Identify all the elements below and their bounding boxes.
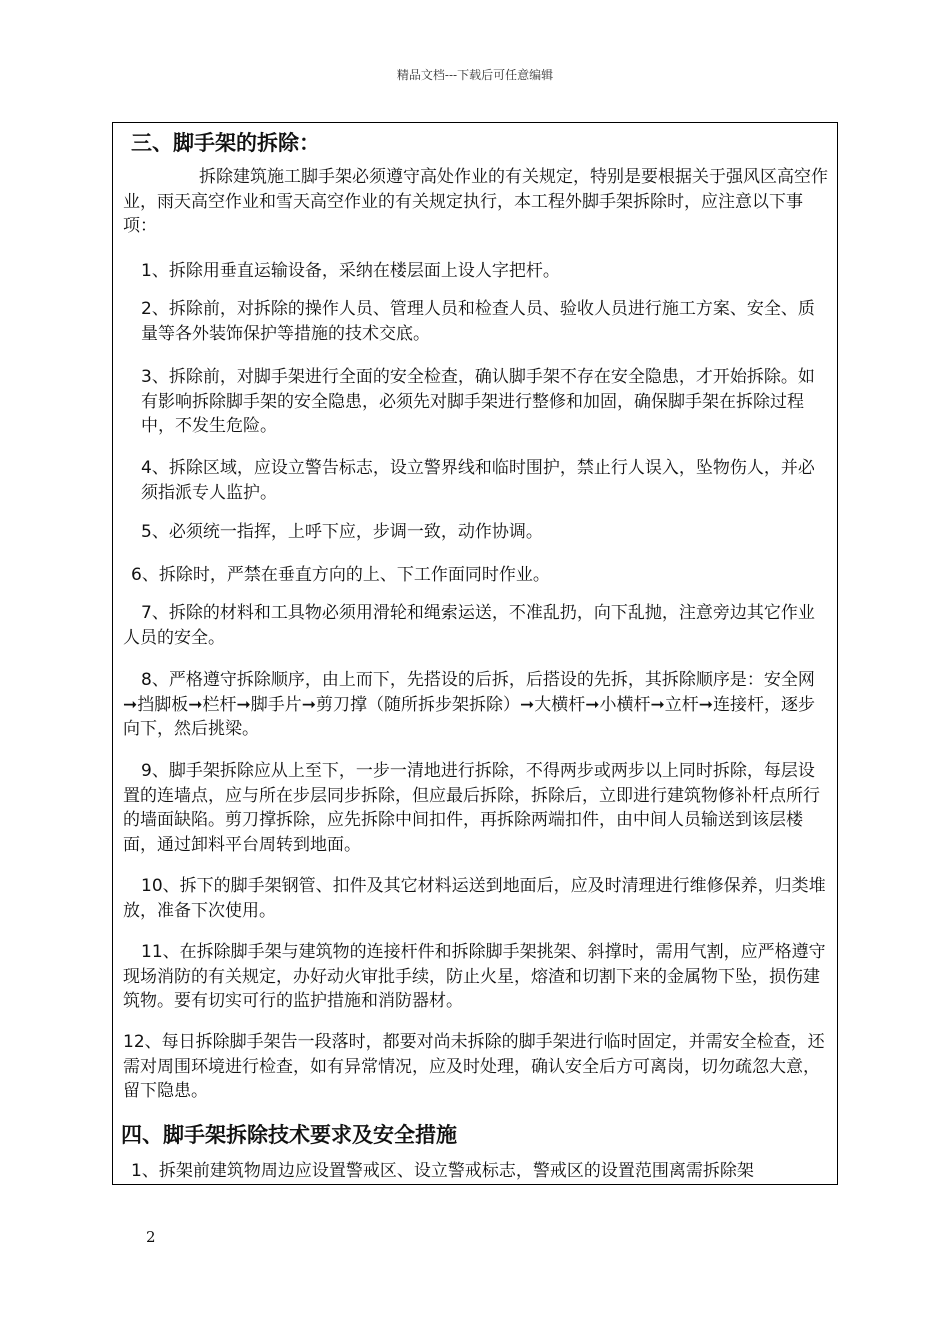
page-number: 2 [146,1228,156,1246]
item-1: 1、拆除用垂直运输设备，采纳在楼层面上设人字把杆。 [141,261,560,281]
item-11: 11、在拆除脚手架与建筑物的连接杆件和拆除脚手架挑架、斜撑时，需用气割，应严格遵守现场消防的有关规定，办好动火审批手续，防止火星，熔渣和切割下来的金属物下坠，损伤建筑物。要有切实可行的监护措施和消防器材。 [123,942,826,1011]
item-6: 6、拆除时，严禁在垂直方向的上、下工作面同时作业。 [131,565,550,585]
item-5: 5、必须统一指挥，上呼下应，步调一致，动作协调。 [141,522,543,542]
section-4-item-1: 1、拆架前建筑物周边应设置警戒区、设立警戒标志，警戒区的设置范围离需拆除架 [131,1161,754,1181]
section-4-title: 四、脚手架拆除技术要求及安全措施 [121,1123,457,1147]
item-9: 9、脚手架拆除应从上至下，一步一清地进行拆除，不得两步或两步以上同时拆除，每层设置的连墙点，应与所在步层同步拆除，但应最后拆除，拆除后，立即进行建筑物修补杆点所行的墙面缺陷。剪刀撑拆除，应先拆除中间扣件，再拆除两端扣件，由中间人员输送到该层楼面，通过卸料平台周转到地面。 [123,761,820,855]
content-table [112,122,838,1185]
item-8: 8、严格遵守拆除顺序，由上而下，先搭设的后拆，后搭设的先拆，其拆除顺序是：安全网➞挡脚板➞栏杆➞脚手片➞剪刀撑（随所拆步架拆除）➞大横杆➞小横杆➞立杆➞连接杆，逐步向下，然后挑梁。 [123,670,815,739]
section-3-intro: 拆除建筑施工脚手架必须遵守高处作业的有关规定，特别是要根据关于强风区高空作业，雨天高空作业和雪天高空作业的有关规定执行，本工程外脚手架拆除时，应注意以下事项： [123,167,828,236]
header-note: 精品文档---下载后可任意编辑 [396,68,554,82]
item-3: 3、拆除前，对脚手架进行全面的安全检查，确认脚手架不存在安全隐患，才开始拆除。如有影响拆除脚手架的安全隐患，必须先对脚手架进行整修和加固，确保脚手架在拆除过程中，不发生危险。 [141,367,815,436]
item-4: 4、拆除区域，应设立警告标志，设立警界线和临时围护，禁止行人误入，坠物伤人，并必须指派专人监护。 [141,458,815,503]
item-2: 2、拆除前，对拆除的操作人员、管理人员和检查人员、验收人员进行施工方案、安全、质量等各外装饰保护等措施的技术交底。 [141,299,815,344]
section-3-title: 三、脚手架的拆除： [131,131,320,155]
item-12: 12、每日拆除脚手架告一段落时，都要对尚未拆除的脚手架进行临时固定，并需安全检查，还需对周围环境进行检查，如有异常情况，应及时处理，确认安全后方可离岗，切勿疏忽大意，留下隐患。 [123,1032,825,1101]
item-7: 7、拆除的材料和工具物必须用滑轮和绳索运送，不准乱扔，向下乱抛，注意旁边其它作业人员的安全。 [123,603,815,648]
item-10: 10、拆下的脚手架钢管、扣件及其它材料运送到地面后，应及时清理进行维修保养，归类堆放，准备下次使用。 [123,876,826,921]
